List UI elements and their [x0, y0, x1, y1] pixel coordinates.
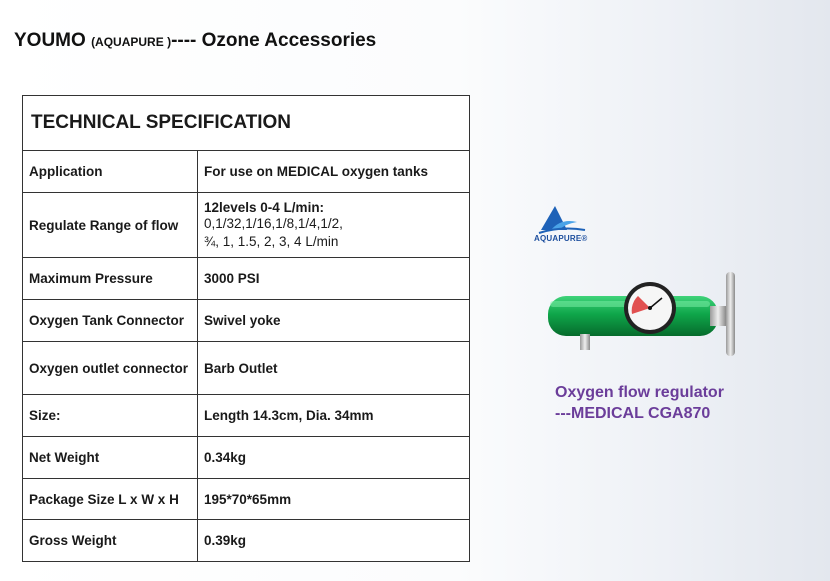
flow-range-levels: 0,1/32,1/16,1/8,1/4,1/2,: [204, 215, 343, 231]
logo-registered-mark: ®: [581, 234, 588, 243]
logo-wordmark: [534, 234, 588, 243]
row-value: Length 14.3cm, Dia. 34mm: [198, 395, 470, 437]
row-label: Size:: [23, 395, 198, 437]
oxygen-regulator-image: [540, 268, 755, 363]
row-value-multiline: [198, 193, 470, 258]
row-label: Oxygen Tank Connector: [23, 300, 198, 342]
page-title: [14, 30, 376, 52]
title-brand: YOUMO: [14, 30, 86, 51]
row-value: For use on MEDICAL oxygen tanks: [198, 151, 470, 193]
row-label: Gross Weight: [23, 520, 198, 562]
table-row: [23, 479, 470, 520]
caption-line1: Oxygen flow regulator: [555, 384, 724, 401]
row-value: 0.39kg: [198, 520, 470, 562]
title-sub-brand: (AQUAPURE ): [91, 35, 172, 49]
row-label: Package Size L x W x H: [23, 479, 198, 520]
spec-table: [22, 95, 470, 562]
row-label: Oxygen outlet connector: [23, 342, 198, 395]
row-label: Maximum Pressure: [23, 258, 198, 300]
product-caption: [555, 382, 724, 424]
table-row: [23, 151, 470, 193]
caption-line2: ---MEDICAL CGA870: [555, 405, 711, 422]
row-value: Barb Outlet: [198, 342, 470, 395]
table-row: [23, 258, 470, 300]
table-row: [23, 193, 470, 258]
row-value: 0.34kg: [198, 437, 470, 479]
row-label: Regulate Range of flow: [23, 193, 198, 258]
row-value: Swivel yoke: [198, 300, 470, 342]
table-row: [23, 520, 470, 562]
table-row: [23, 395, 470, 437]
logo-text: AQUAPURE: [534, 234, 582, 243]
row-label: Application: [23, 151, 198, 193]
spec-table-heading: TECHNICAL SPECIFICATION: [23, 96, 470, 151]
spec-table-heading-row: [23, 96, 470, 151]
row-label: Net Weight: [23, 437, 198, 479]
table-row: [23, 342, 470, 395]
table-row: [23, 300, 470, 342]
title-suffix: ---- Ozone Accessories: [171, 30, 377, 51]
table-row: [23, 437, 470, 479]
row-value: 3000 PSI: [198, 258, 470, 300]
flow-range-levels-cont: ¾, 1, 1.5, 2, 3, 4 L/min: [204, 233, 339, 249]
row-value: 195*70*65mm: [198, 479, 470, 520]
flow-range-heading: 12levels 0-4 L/min:: [204, 199, 325, 215]
